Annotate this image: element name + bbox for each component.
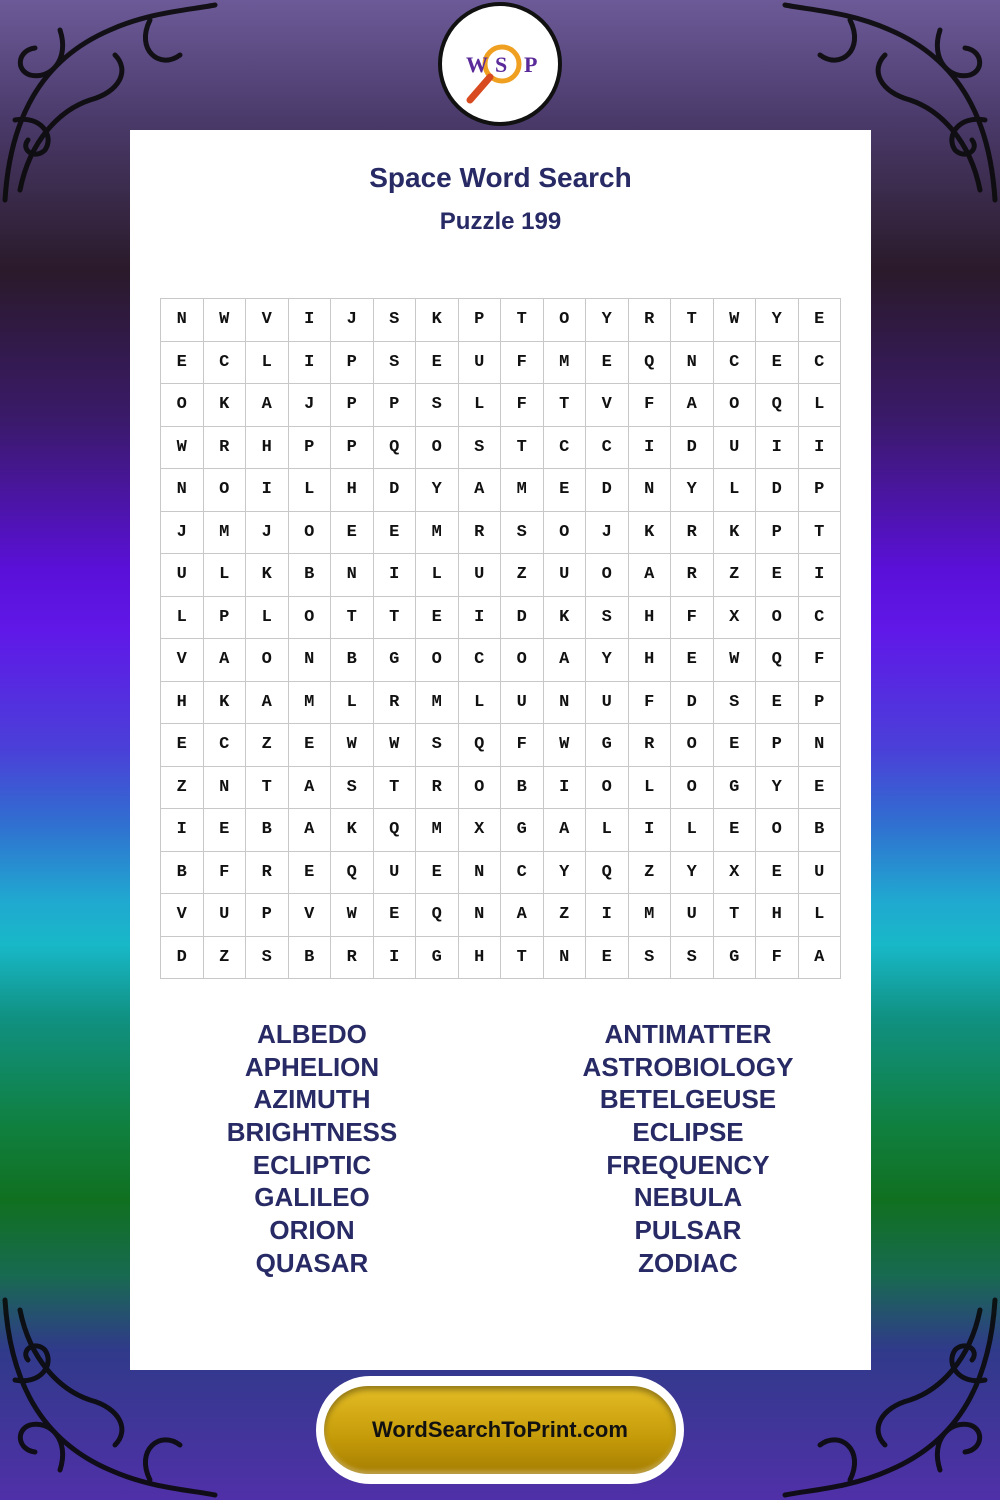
grid-cell[interactable]: G xyxy=(416,937,459,980)
grid-cell[interactable]: L xyxy=(799,894,842,937)
grid-cell[interactable]: F xyxy=(204,852,247,895)
grid-cell[interactable]: S xyxy=(246,937,289,980)
grid-cell[interactable]: A xyxy=(289,809,332,852)
grid-cell[interactable]: G xyxy=(501,809,544,852)
grid-cell[interactable]: R xyxy=(374,682,417,725)
grid-cell[interactable]: R xyxy=(629,299,672,342)
grid-cell[interactable]: J xyxy=(331,299,374,342)
word-list-left xyxy=(142,1018,482,1280)
grid-cell[interactable]: L xyxy=(586,809,629,852)
grid-cell[interactable]: B xyxy=(289,554,332,597)
grid-cell[interactable]: E xyxy=(799,767,842,810)
grid-cell[interactable]: Y xyxy=(756,767,799,810)
grid-cell[interactable]: I xyxy=(629,809,672,852)
grid-cell[interactable]: S xyxy=(501,512,544,555)
grid-cell[interactable]: E xyxy=(416,342,459,385)
grid-cell[interactable]: S xyxy=(416,384,459,427)
grid-cell[interactable]: A xyxy=(246,384,289,427)
grid-cell[interactable]: Y xyxy=(586,299,629,342)
grid-cell[interactable]: K xyxy=(714,512,757,555)
grid-cell[interactable]: B xyxy=(289,937,332,980)
grid-cell[interactable]: E xyxy=(586,342,629,385)
grid-cell[interactable]: F xyxy=(756,937,799,980)
grid-cell[interactable]: Y xyxy=(671,469,714,512)
grid-cell[interactable]: E xyxy=(671,639,714,682)
grid-cell[interactable]: D xyxy=(586,469,629,512)
word-item: ECLIPSE xyxy=(632,1117,744,1148)
grid-cell[interactable]: R xyxy=(246,852,289,895)
grid-cell[interactable]: W xyxy=(161,427,204,470)
grid-cell[interactable]: A xyxy=(629,554,672,597)
grid-cell[interactable]: O xyxy=(756,809,799,852)
grid-cell[interactable]: O xyxy=(586,554,629,597)
grid-cell[interactable]: R xyxy=(629,724,672,767)
grid-cell[interactable]: G xyxy=(714,767,757,810)
grid-cell[interactable]: I xyxy=(586,894,629,937)
grid-cell[interactable]: O xyxy=(586,767,629,810)
grid-cell[interactable]: T xyxy=(331,597,374,640)
grid-cell[interactable]: O xyxy=(416,639,459,682)
grid-cell[interactable]: X xyxy=(714,852,757,895)
grid-cell[interactable]: S xyxy=(331,767,374,810)
grid-cell[interactable]: C xyxy=(714,342,757,385)
grid-cell[interactable]: T xyxy=(246,767,289,810)
grid-cell[interactable]: U xyxy=(586,682,629,725)
grid-cell[interactable]: O xyxy=(544,299,587,342)
grid-cell[interactable]: Z xyxy=(544,894,587,937)
grid-cell[interactable]: E xyxy=(289,852,332,895)
grid-cell[interactable]: I xyxy=(799,427,842,470)
grid-cell[interactable]: T xyxy=(374,767,417,810)
grid-cell[interactable]: N xyxy=(161,469,204,512)
grid-cell[interactable]: Q xyxy=(416,894,459,937)
grid-cell[interactable]: H xyxy=(331,469,374,512)
grid-cell[interactable]: P xyxy=(459,299,502,342)
grid-cell[interactable]: L xyxy=(671,809,714,852)
logo-letter-p: P xyxy=(524,52,538,77)
grid-cell[interactable]: T xyxy=(501,937,544,980)
grid-cell[interactable]: O xyxy=(714,384,757,427)
grid-cell[interactable]: E xyxy=(374,894,417,937)
grid-cell[interactable]: B xyxy=(501,767,544,810)
grid-cell[interactable]: S xyxy=(671,937,714,980)
grid-cell[interactable]: W xyxy=(331,894,374,937)
grid-cell[interactable]: P xyxy=(756,512,799,555)
grid-cell[interactable]: V xyxy=(161,894,204,937)
grid-cell[interactable]: I xyxy=(289,299,332,342)
grid-cell[interactable]: E xyxy=(416,597,459,640)
grid-cell[interactable]: Q xyxy=(629,342,672,385)
grid-cell[interactable]: F xyxy=(671,597,714,640)
grid-cell[interactable]: G xyxy=(374,639,417,682)
grid-cell[interactable]: U xyxy=(714,427,757,470)
wsp-logo[interactable] xyxy=(438,2,562,126)
grid-cell[interactable]: I xyxy=(246,469,289,512)
grid-cell[interactable]: C xyxy=(544,427,587,470)
grid-cell[interactable]: U xyxy=(544,554,587,597)
grid-cell[interactable]: R xyxy=(331,937,374,980)
puzzle-sheet xyxy=(130,130,871,1370)
grid-cell[interactable]: A xyxy=(544,639,587,682)
grid-cell[interactable]: E xyxy=(204,809,247,852)
grid-cell[interactable]: R xyxy=(204,427,247,470)
grid-cell[interactable]: O xyxy=(161,384,204,427)
grid-cell[interactable]: A xyxy=(671,384,714,427)
grid-cell[interactable]: L xyxy=(289,469,332,512)
footer-badge xyxy=(316,1376,684,1484)
grid-cell[interactable]: Y xyxy=(416,469,459,512)
grid-cell[interactable]: S xyxy=(586,597,629,640)
grid-cell[interactable]: I xyxy=(544,767,587,810)
word-item: PULSAR xyxy=(634,1215,742,1246)
grid-cell[interactable]: V xyxy=(161,639,204,682)
grid-cell[interactable]: R xyxy=(671,512,714,555)
grid-cell[interactable]: F xyxy=(501,384,544,427)
grid-cell[interactable]: T xyxy=(799,512,842,555)
grid-cell[interactable]: S xyxy=(374,342,417,385)
grid-cell[interactable]: P xyxy=(756,724,799,767)
grid-cell[interactable]: A xyxy=(544,809,587,852)
grid-cell[interactable]: X xyxy=(459,809,502,852)
grid-cell[interactable]: Q xyxy=(331,852,374,895)
grid-cell[interactable]: Z xyxy=(161,767,204,810)
grid-cell[interactable]: C xyxy=(799,342,842,385)
grid-cell[interactable]: E xyxy=(756,852,799,895)
grid-cell[interactable]: U xyxy=(161,554,204,597)
grid-cell[interactable]: T xyxy=(671,299,714,342)
grid-cell[interactable]: Y xyxy=(586,639,629,682)
grid-cell[interactable]: Z xyxy=(714,554,757,597)
grid-cell[interactable]: A xyxy=(289,767,332,810)
grid-cell[interactable]: U xyxy=(459,342,502,385)
grid-cell[interactable]: I xyxy=(756,427,799,470)
grid-cell[interactable]: N xyxy=(289,639,332,682)
grid-cell[interactable]: S xyxy=(714,682,757,725)
word-item: QUASAR xyxy=(255,1247,369,1278)
grid-cell[interactable]: O xyxy=(459,767,502,810)
grid-cell[interactable]: G xyxy=(586,724,629,767)
grid-cell[interactable]: T xyxy=(501,427,544,470)
word-item: NEBULA xyxy=(633,1182,743,1213)
word-item: ANTIMATTER xyxy=(604,1019,772,1049)
grid-cell[interactable]: B xyxy=(246,809,289,852)
word-item: FREQUENCY xyxy=(606,1149,770,1180)
grid-cell[interactable]: O xyxy=(289,597,332,640)
grid-cell[interactable]: M xyxy=(501,469,544,512)
grid-cell[interactable]: P xyxy=(799,682,842,725)
grid-cell[interactable]: T xyxy=(544,384,587,427)
grid-cell[interactable]: Y xyxy=(756,299,799,342)
grid-cell[interactable]: T xyxy=(374,597,417,640)
grid-cell[interactable]: D xyxy=(161,937,204,980)
grid-cell[interactable]: C xyxy=(799,597,842,640)
grid-cell[interactable]: Q xyxy=(756,384,799,427)
grid-cell[interactable]: P xyxy=(331,384,374,427)
grid-cell[interactable]: C xyxy=(501,852,544,895)
grid-cell[interactable]: U xyxy=(799,852,842,895)
grid-cell[interactable]: Y xyxy=(544,852,587,895)
grid-cell[interactable]: H xyxy=(756,894,799,937)
grid-cell[interactable]: P xyxy=(374,384,417,427)
word-list-right xyxy=(518,1018,858,1280)
grid-cell[interactable]: L xyxy=(416,554,459,597)
grid-cell[interactable]: G xyxy=(714,937,757,980)
grid-cell[interactable]: Y xyxy=(671,852,714,895)
grid-cell[interactable]: E xyxy=(374,512,417,555)
grid-cell[interactable]: L xyxy=(204,554,247,597)
grid-cell[interactable]: N xyxy=(459,852,502,895)
grid-cell[interactable]: H xyxy=(459,937,502,980)
grid-cell[interactable]: F xyxy=(501,724,544,767)
grid-cell[interactable]: Z xyxy=(629,852,672,895)
grid-cell[interactable]: O xyxy=(671,724,714,767)
grid-cell[interactable]: K xyxy=(204,682,247,725)
grid-cell[interactable]: S xyxy=(374,299,417,342)
grid-cell[interactable]: L xyxy=(714,469,757,512)
grid-cell[interactable]: S xyxy=(416,724,459,767)
grid-cell[interactable]: E xyxy=(416,852,459,895)
grid-cell[interactable]: T xyxy=(714,894,757,937)
grid-cell[interactable]: H xyxy=(246,427,289,470)
grid-cell[interactable]: E xyxy=(756,342,799,385)
grid-cell[interactable]: R xyxy=(416,767,459,810)
grid-cell[interactable]: J xyxy=(161,512,204,555)
logo-letter-s: S xyxy=(495,52,508,77)
grid-cell[interactable]: Q xyxy=(374,427,417,470)
magnifier-icon xyxy=(442,6,558,122)
grid-cell[interactable]: Z xyxy=(204,937,247,980)
grid-cell[interactable]: E xyxy=(161,724,204,767)
word-item: AZIMUTH xyxy=(253,1084,371,1115)
grid-cell[interactable]: I xyxy=(289,342,332,385)
word-item: BETELGEUSE xyxy=(599,1084,777,1115)
grid-cell[interactable]: P xyxy=(799,469,842,512)
grid-cell[interactable]: B xyxy=(799,809,842,852)
word-item: GALILEO xyxy=(254,1182,370,1213)
grid-cell[interactable]: Z xyxy=(501,554,544,597)
grid-cell[interactable]: Q xyxy=(586,852,629,895)
grid-cell[interactable]: E xyxy=(714,809,757,852)
word-item: ORION xyxy=(269,1215,355,1246)
grid-cell[interactable]: W xyxy=(204,299,247,342)
grid-cell[interactable]: O xyxy=(416,427,459,470)
site-link-button[interactable]: WordSearchToPrint.com xyxy=(324,1386,676,1474)
grid-cell[interactable]: F xyxy=(629,384,672,427)
grid-cell[interactable]: K xyxy=(544,597,587,640)
grid-cell[interactable]: K xyxy=(629,512,672,555)
grid-cell[interactable]: E xyxy=(714,724,757,767)
grid-cell[interactable]: D xyxy=(671,427,714,470)
page-title: Space Word Search xyxy=(369,162,632,193)
grid-cell[interactable]: I xyxy=(459,597,502,640)
grid-cell[interactable]: P xyxy=(289,427,332,470)
grid-cell[interactable]: W xyxy=(714,639,757,682)
grid-cell[interactable]: L xyxy=(161,597,204,640)
grid-cell[interactable]: A xyxy=(204,639,247,682)
grid-cell[interactable]: M xyxy=(289,682,332,725)
grid-cell[interactable]: D xyxy=(501,597,544,640)
grid-cell[interactable]: L xyxy=(629,767,672,810)
word-item: ALBEDO xyxy=(257,1019,367,1049)
grid-cell[interactable]: A xyxy=(501,894,544,937)
grid-cell[interactable]: F xyxy=(501,342,544,385)
grid-cell[interactable]: P xyxy=(204,597,247,640)
grid-cell[interactable]: E xyxy=(161,342,204,385)
grid-cell[interactable]: C xyxy=(204,724,247,767)
grid-cell[interactable]: D xyxy=(756,469,799,512)
grid-cell[interactable]: Q xyxy=(459,724,502,767)
grid-cell[interactable]: L xyxy=(459,682,502,725)
grid-cell[interactable]: L xyxy=(331,682,374,725)
grid-cell[interactable]: P xyxy=(246,894,289,937)
grid-cell[interactable]: L xyxy=(459,384,502,427)
grid-cell[interactable]: J xyxy=(586,512,629,555)
grid-cell[interactable]: P xyxy=(331,342,374,385)
grid-cell[interactable]: O xyxy=(671,767,714,810)
grid-cell[interactable]: N xyxy=(544,682,587,725)
word-item: ECLIPTIC xyxy=(252,1149,372,1180)
grid-cell[interactable]: E xyxy=(756,682,799,725)
grid-cell[interactable]: N xyxy=(331,554,374,597)
grid-cell[interactable]: N xyxy=(544,937,587,980)
grid-cell[interactable]: A xyxy=(246,682,289,725)
grid-cell[interactable]: M xyxy=(544,342,587,385)
grid-cell[interactable]: M xyxy=(416,682,459,725)
grid-cell[interactable]: U xyxy=(501,682,544,725)
grid-cell[interactable]: O xyxy=(204,469,247,512)
grid-cell[interactable]: B xyxy=(161,852,204,895)
grid-cell[interactable]: R xyxy=(671,554,714,597)
grid-cell[interactable]: V xyxy=(289,894,332,937)
grid-cell[interactable]: K xyxy=(331,809,374,852)
grid-cell[interactable]: E xyxy=(544,469,587,512)
grid-cell[interactable]: N xyxy=(629,469,672,512)
grid-cell[interactable]: O xyxy=(289,512,332,555)
grid-cell[interactable]: W xyxy=(544,724,587,767)
grid-cell[interactable]: O xyxy=(756,597,799,640)
grid-cell[interactable]: N xyxy=(459,894,502,937)
grid-cell[interactable]: S xyxy=(629,937,672,980)
word-list xyxy=(130,1018,871,1288)
grid-cell[interactable]: C xyxy=(586,427,629,470)
grid-cell[interactable]: N xyxy=(161,299,204,342)
grid-cell[interactable]: A xyxy=(459,469,502,512)
grid-cell[interactable]: R xyxy=(459,512,502,555)
grid-cell[interactable]: M xyxy=(629,894,672,937)
grid-cell[interactable]: N xyxy=(799,724,842,767)
grid-cell[interactable]: L xyxy=(246,342,289,385)
grid-cell[interactable]: I xyxy=(629,427,672,470)
grid-cell[interactable]: W xyxy=(331,724,374,767)
grid-cell[interactable]: J xyxy=(289,384,332,427)
grid-cell[interactable]: E xyxy=(289,724,332,767)
grid-cell[interactable]: T xyxy=(501,299,544,342)
grid-cell[interactable]: L xyxy=(246,597,289,640)
puzzle-number: Puzzle 199 xyxy=(439,208,562,235)
grid-cell[interactable]: I xyxy=(374,554,417,597)
grid-cell[interactable]: E xyxy=(756,554,799,597)
grid-cell[interactable]: O xyxy=(501,639,544,682)
word-item: ZODIAC xyxy=(638,1247,738,1278)
grid-cell[interactable]: H xyxy=(629,597,672,640)
grid-cell[interactable]: Q xyxy=(374,809,417,852)
grid-cell[interactable]: K xyxy=(204,384,247,427)
grid-cell[interactable]: X xyxy=(714,597,757,640)
grid-cell[interactable]: W xyxy=(374,724,417,767)
grid-cell[interactable]: U xyxy=(204,894,247,937)
grid-cell[interactable]: I xyxy=(799,554,842,597)
grid-cell[interactable]: V xyxy=(246,299,289,342)
grid-cell[interactable]: O xyxy=(246,639,289,682)
grid-cell[interactable]: U xyxy=(374,852,417,895)
grid-cell[interactable]: E xyxy=(799,299,842,342)
grid-cell[interactable]: W xyxy=(714,299,757,342)
grid-cell[interactable]: O xyxy=(544,512,587,555)
grid-cell[interactable]: U xyxy=(671,894,714,937)
grid-cell[interactable]: H xyxy=(161,682,204,725)
word-item: BRIGHTNESS xyxy=(226,1117,398,1148)
word-item: APHELION xyxy=(244,1051,380,1082)
grid-cell[interactable]: J xyxy=(246,512,289,555)
word-item: ASTROBIOLOGY xyxy=(582,1051,794,1082)
grid-cell[interactable]: C xyxy=(459,639,502,682)
grid-cell[interactable]: K xyxy=(416,299,459,342)
grid-cell[interactable]: V xyxy=(586,384,629,427)
grid-cell[interactable]: M xyxy=(204,512,247,555)
grid-cell[interactable]: E xyxy=(586,937,629,980)
grid-cell[interactable]: D xyxy=(671,682,714,725)
grid-cell[interactable]: M xyxy=(416,512,459,555)
grid-cell[interactable]: K xyxy=(246,554,289,597)
grid-cell[interactable]: L xyxy=(799,384,842,427)
grid-cell[interactable]: D xyxy=(374,469,417,512)
grid-cell[interactable]: E xyxy=(331,512,374,555)
grid-cell[interactable]: B xyxy=(331,639,374,682)
grid-cell[interactable]: F xyxy=(799,639,842,682)
letter-grid xyxy=(160,298,841,979)
grid-cell[interactable]: S xyxy=(459,427,502,470)
grid-cell[interactable]: N xyxy=(671,342,714,385)
grid-cell[interactable]: N xyxy=(204,767,247,810)
grid-cell[interactable]: U xyxy=(459,554,502,597)
grid-cell[interactable]: Z xyxy=(246,724,289,767)
grid-cell[interactable]: M xyxy=(416,809,459,852)
grid-cell[interactable]: C xyxy=(204,342,247,385)
grid-cell[interactable]: A xyxy=(799,937,842,980)
grid-cell[interactable]: Q xyxy=(756,639,799,682)
grid-cell[interactable]: I xyxy=(374,937,417,980)
grid-cell[interactable]: F xyxy=(629,682,672,725)
logo-letter-w: W xyxy=(466,52,488,77)
grid-cell[interactable]: H xyxy=(629,639,672,682)
grid-cell[interactable]: I xyxy=(161,809,204,852)
grid-cell[interactable]: P xyxy=(331,427,374,470)
